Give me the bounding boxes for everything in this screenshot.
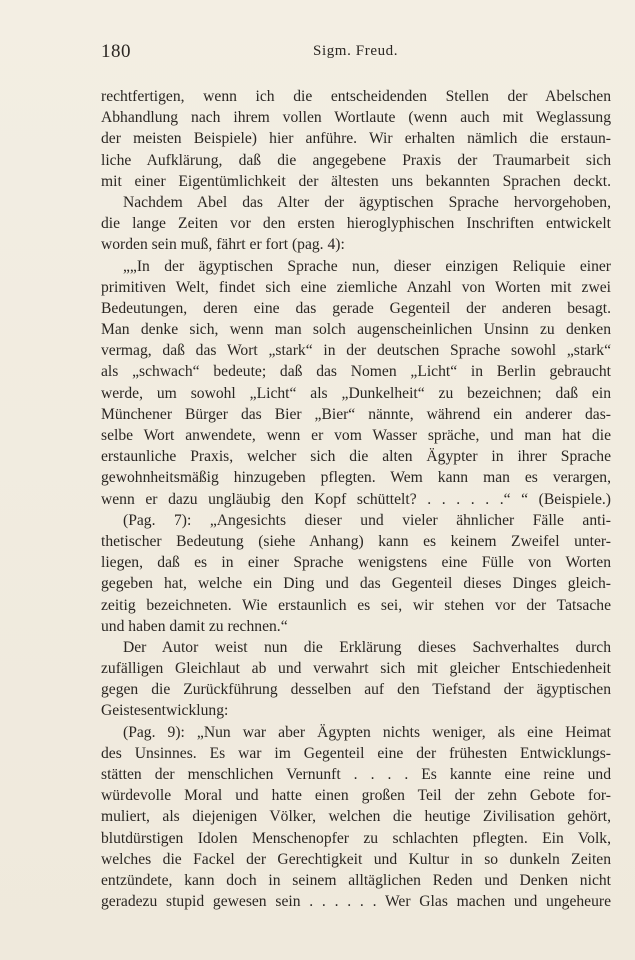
text-line: stätten der menschlichen Vernunft . . . . Es kannte eine reine und (101, 766, 611, 783)
text-line: gewohnheitsmäßig hinzugeben pflegten. Wem kann man es verargen, (101, 469, 611, 487)
text-line: worden sein muß, fährt er fort (pag. 4): (101, 236, 345, 254)
text-line: würdevolle Moral und hatte einen großen Teil der zehn Gebote for- (101, 787, 611, 805)
text-line: zeitig bezeichneten. Wie erstaunlich es sei, wir stehen vor der Tatsache (101, 596, 611, 614)
text-line: Bedeutungen, deren eine das gerade Gegenteil der anderen besagt. (101, 299, 611, 317)
running-head: Sigm. Freud. (313, 43, 399, 59)
text-line: (Pag. 7): „Angesichts dieser und vieler ähnlicher Fälle anti- (123, 511, 611, 529)
text-line: des Unsinnes. Es war im Gegenteil eine der frühesten Entwicklungs- (101, 744, 611, 762)
text-line: blutdürstigen Idolen Menschenopfer zu schlachten pflegten. Ein Volk, (101, 829, 611, 847)
page-number: 180 (101, 41, 131, 62)
text-line: erstaunliche Praxis, welcher sich die alten Ägypter in ihrer Sprache (101, 448, 611, 466)
text-line: selbe Wort anwendete, wenn er vom Wasser spräche, und man hat die (101, 427, 611, 444)
text-line: liche Aufklärung, daß die angegebene Praxis der Traumarbeit sich (101, 151, 611, 169)
text-line: rechtfertigen, wenn ich die entscheidenden Stellen der Abelschen (101, 88, 611, 105)
page-header (101, 41, 611, 67)
text-line: Der Autor weist nun die Erklärung dieses Sachverhaltes durch (123, 638, 611, 656)
text-line: (Pag. 9): „Nun war aber Ägypten nichts weniger, als eine Heimat (123, 723, 611, 741)
text-line: Nachdem Abel das Alter der ägyptischen Sprache hervorgehoben, (123, 193, 611, 211)
text-line: liegen, daß es in einer Sprache wenigstens eine Fülle von Worten (101, 554, 611, 572)
text-line: die lange Zeiten vor den ersten hieroglyphischen Inschriften entwickelt (101, 215, 611, 233)
text-line: „„In der ägyptischen Sprache nun, dieser einzigen Reliquie einer (123, 257, 611, 275)
text-line: Münchener Bürger das Bier „Bier“ nännte, während ein anderer das- (101, 405, 611, 423)
text-line: zufälligen Gleichlaut ab und verwahrt sich mit gleicher Entschiedenheit (101, 660, 611, 678)
text-line: als „schwach“ bedeute; daß das Nomen „Licht“ in Berlin gebraucht (101, 363, 611, 381)
text-line: Abhandlung nach ihrem vollen Wortlaute (wenn auch mit Weglassung (101, 109, 611, 127)
text-line: muliert, als diejenigen Völker, welchen die heutige Zivilisation gehört, (101, 808, 611, 826)
text-line: welches die Fackel der Gerechtigkeit und Kultur in so dunkeln Zeiten (101, 850, 611, 868)
text-line: Man denke sich, wenn man solch augenscheinlichen Unsinn zu denken (101, 321, 611, 339)
text-line: wenn er dazu ungläubig den Kopf schüttelt? . . . . . .“ “ (Beispiele.) (101, 490, 611, 508)
text-line: gegeben hat, welche ein Ding und das Gegenteil dieses Dinges gleich- (101, 575, 611, 593)
text-line: der meisten Beispiele) hier anführe. Wir erhalten nämlich die erstaun- (101, 130, 611, 148)
text-line: werde, um sowohl „Licht“ als „Dunkelheit“ zu bezeichnen; daß ein (101, 384, 611, 402)
text-line: entzündete, kann doch in seinem alltäglichen Reden und Denken nicht (101, 871, 611, 889)
text-line: gegen die Zurückführung desselben auf den Tiefstand der ägyptischen (101, 681, 611, 699)
text-line: vermag, daß das Wort „stark“ in der deutschen Sprache sowohl „stark“ (101, 342, 611, 360)
text-line: Geistesentwicklung: (101, 702, 229, 720)
text-line: und haben damit zu rechnen.“ (101, 617, 288, 635)
text-line: thetischer Bedeutung (siehe Anhang) kann es keinem Zweifel unter- (101, 532, 611, 550)
text-line: mit einer Eigentümlichkeit der ältesten uns bekannten Sprachen deckt. (101, 172, 611, 190)
text-line: geradezu stupid gewesen sein . . . . . . Wer Glas machen und ungeheure (101, 893, 611, 911)
body-text (101, 86, 611, 912)
text-line: primitiven Welt, findet sich eine ziemliche Anzahl von Worten mit zwei (101, 278, 611, 296)
